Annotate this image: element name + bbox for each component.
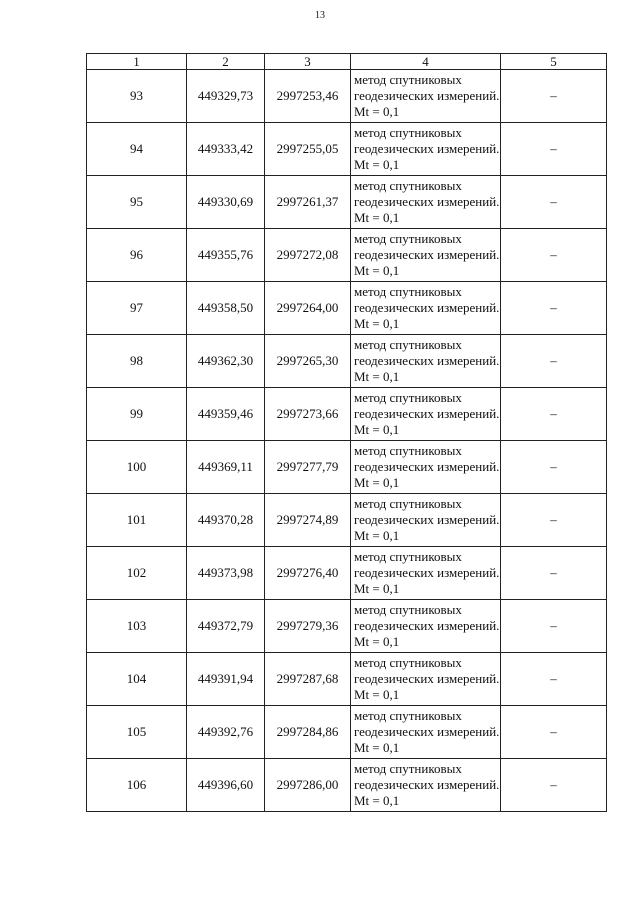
x-coordinate-cell: 449370,28 <box>187 494 265 547</box>
header-col-1: 1 <box>87 54 187 70</box>
table-row <box>87 70 607 123</box>
point-number-cell: 104 <box>87 653 187 706</box>
x-coordinate-cell: 449330,69 <box>187 176 265 229</box>
y-coordinate-cell: 2997253,46 <box>265 70 351 123</box>
table-row <box>87 388 607 441</box>
method-cell: метод спутниковых геодезических измерений. Mt = 0,1 <box>351 547 501 600</box>
page-number: 13 <box>315 10 325 21</box>
y-coordinate-cell: 2997264,00 <box>265 282 351 335</box>
note-cell: – <box>501 388 607 441</box>
y-coordinate-cell: 2997287,68 <box>265 653 351 706</box>
point-number-cell: 103 <box>87 600 187 653</box>
table-row <box>87 653 607 706</box>
x-coordinate-cell: 449372,79 <box>187 600 265 653</box>
point-number-cell: 98 <box>87 335 187 388</box>
note-cell: – <box>501 494 607 547</box>
x-coordinate-cell: 449369,11 <box>187 441 265 494</box>
note-cell: – <box>501 759 607 812</box>
point-number-cell: 97 <box>87 282 187 335</box>
point-number-cell: 94 <box>87 123 187 176</box>
note-cell: – <box>501 70 607 123</box>
point-number-cell: 93 <box>87 70 187 123</box>
note-cell: – <box>501 706 607 759</box>
x-coordinate-cell: 449359,46 <box>187 388 265 441</box>
y-coordinate-cell: 2997272,08 <box>265 229 351 282</box>
note-cell: – <box>501 123 607 176</box>
note-cell: – <box>501 653 607 706</box>
method-cell: метод спутниковых геодезических измерений. Mt = 0,1 <box>351 600 501 653</box>
y-coordinate-cell: 2997261,37 <box>265 176 351 229</box>
x-coordinate-cell: 449358,50 <box>187 282 265 335</box>
method-cell: метод спутниковых геодезических измерений. Mt = 0,1 <box>351 706 501 759</box>
header-col-3: 3 <box>265 54 351 70</box>
method-cell: метод спутниковых геодезических измерений. Mt = 0,1 <box>351 123 501 176</box>
table-row <box>87 441 607 494</box>
x-coordinate-cell: 449373,98 <box>187 547 265 600</box>
point-number-cell: 101 <box>87 494 187 547</box>
note-cell: – <box>501 229 607 282</box>
table-row <box>87 282 607 335</box>
method-cell: метод спутниковых геодезических измерений. Mt = 0,1 <box>351 388 501 441</box>
y-coordinate-cell: 2997276,40 <box>265 547 351 600</box>
point-number-cell: 106 <box>87 759 187 812</box>
table-body <box>87 70 607 812</box>
method-cell: метод спутниковых геодезических измерений. Mt = 0,1 <box>351 176 501 229</box>
x-coordinate-cell: 449362,30 <box>187 335 265 388</box>
point-number-cell: 99 <box>87 388 187 441</box>
point-number-cell: 100 <box>87 441 187 494</box>
y-coordinate-cell: 2997277,79 <box>265 441 351 494</box>
y-coordinate-cell: 2997286,00 <box>265 759 351 812</box>
method-cell: метод спутниковых геодезических измерений. Mt = 0,1 <box>351 653 501 706</box>
note-cell: – <box>501 547 607 600</box>
note-cell: – <box>501 176 607 229</box>
x-coordinate-cell: 449391,94 <box>187 653 265 706</box>
table-row <box>87 335 607 388</box>
table-row <box>87 759 607 812</box>
y-coordinate-cell: 2997265,30 <box>265 335 351 388</box>
note-cell: – <box>501 282 607 335</box>
table-row <box>87 123 607 176</box>
y-coordinate-cell: 2997284,86 <box>265 706 351 759</box>
x-coordinate-cell: 449333,42 <box>187 123 265 176</box>
table-header-row <box>87 54 607 70</box>
y-coordinate-cell: 2997255,05 <box>265 123 351 176</box>
method-cell: метод спутниковых геодезических измерений. Mt = 0,1 <box>351 70 501 123</box>
note-cell: – <box>501 441 607 494</box>
table-row <box>87 229 607 282</box>
note-cell: – <box>501 600 607 653</box>
header-col-5: 5 <box>501 54 607 70</box>
method-cell: метод спутниковых геодезических измерений. Mt = 0,1 <box>351 229 501 282</box>
table-row <box>87 547 607 600</box>
x-coordinate-cell: 449329,73 <box>187 70 265 123</box>
table-row <box>87 600 607 653</box>
method-cell: метод спутниковых геодезических измерений. Mt = 0,1 <box>351 441 501 494</box>
coordinates-table <box>86 53 607 812</box>
x-coordinate-cell: 449392,76 <box>187 706 265 759</box>
point-number-cell: 102 <box>87 547 187 600</box>
y-coordinate-cell: 2997274,89 <box>265 494 351 547</box>
header-col-4: 4 <box>351 54 501 70</box>
point-number-cell: 105 <box>87 706 187 759</box>
x-coordinate-cell: 449355,76 <box>187 229 265 282</box>
table-row <box>87 176 607 229</box>
method-cell: метод спутниковых геодезических измерений. Mt = 0,1 <box>351 335 501 388</box>
method-cell: метод спутниковых геодезических измерений. Mt = 0,1 <box>351 759 501 812</box>
note-cell: – <box>501 335 607 388</box>
table-row <box>87 706 607 759</box>
x-coordinate-cell: 449396,60 <box>187 759 265 812</box>
method-cell: метод спутниковых геодезических измерений. Mt = 0,1 <box>351 494 501 547</box>
y-coordinate-cell: 2997279,36 <box>265 600 351 653</box>
point-number-cell: 96 <box>87 229 187 282</box>
method-cell: метод спутниковых геодезических измерений. Mt = 0,1 <box>351 282 501 335</box>
y-coordinate-cell: 2997273,66 <box>265 388 351 441</box>
table-row <box>87 494 607 547</box>
header-col-2: 2 <box>187 54 265 70</box>
point-number-cell: 95 <box>87 176 187 229</box>
